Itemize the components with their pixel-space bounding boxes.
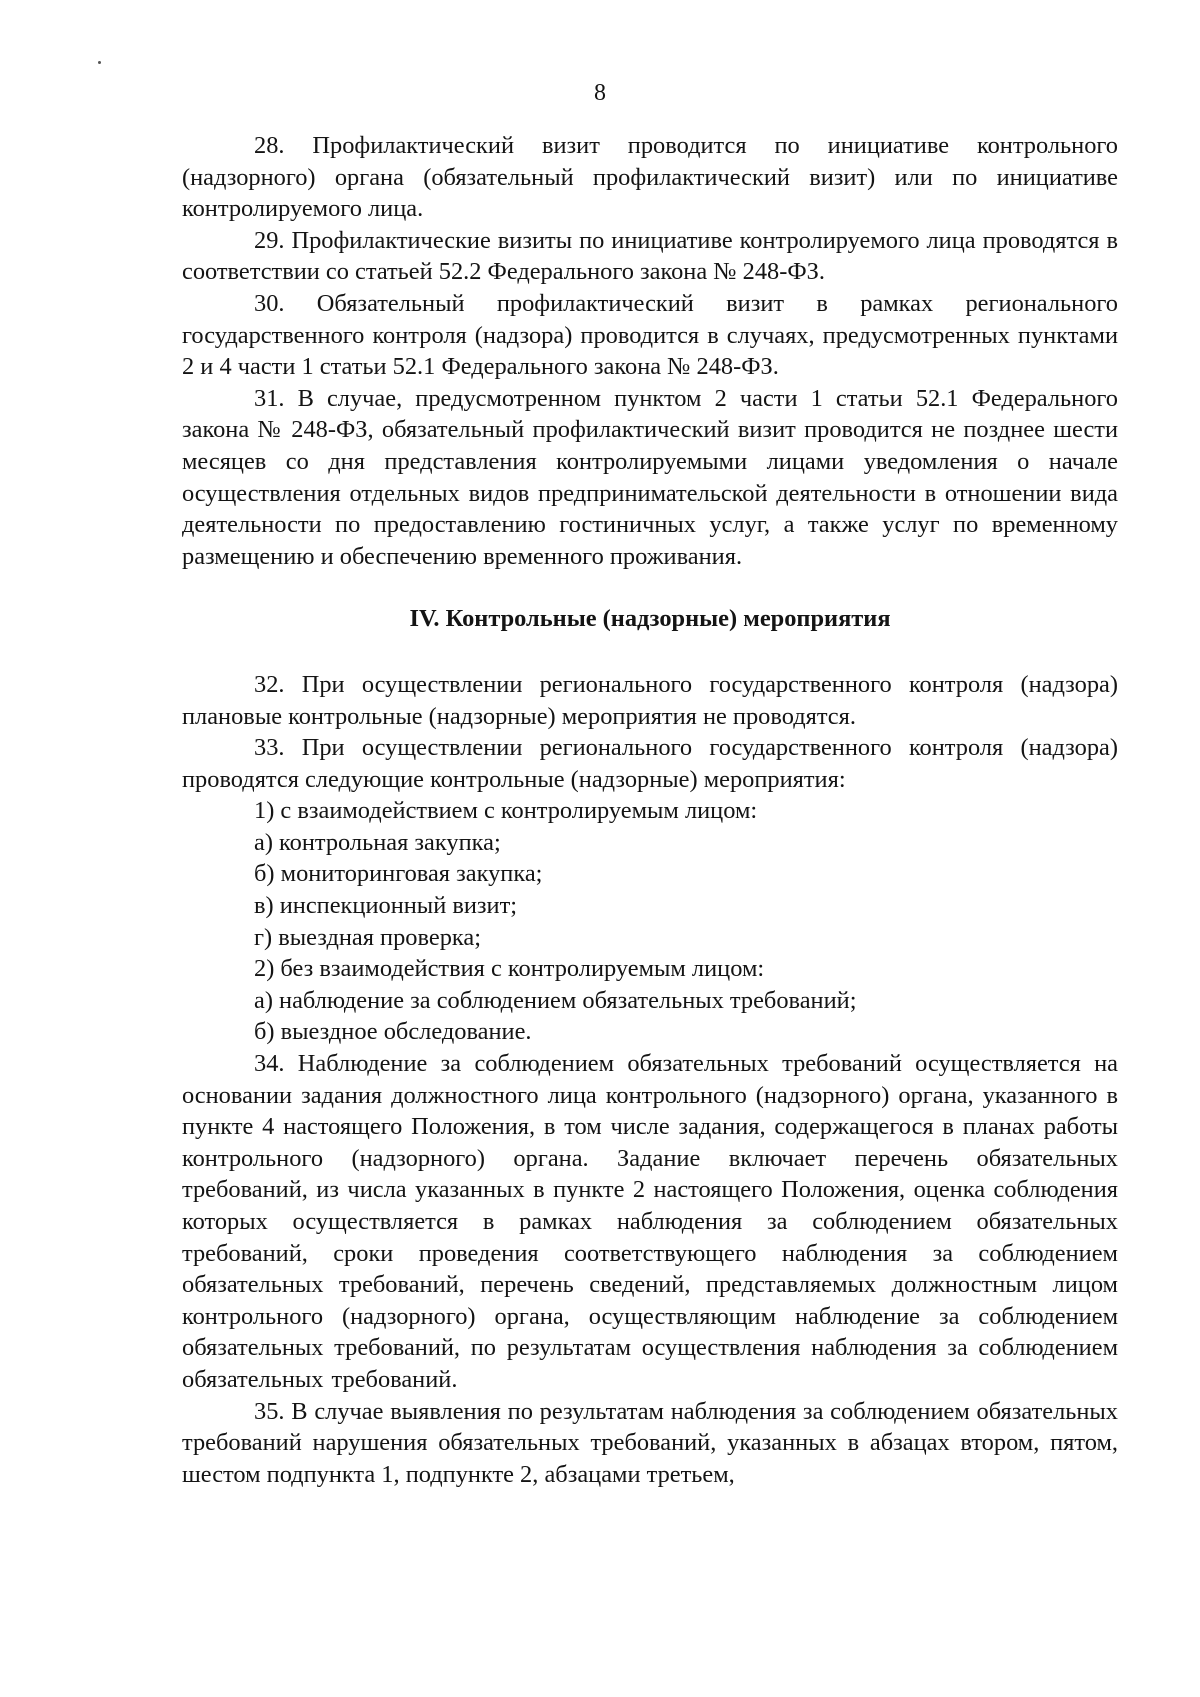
paragraph-30: 30. Обязательный профилактический визит в рамках регионального государственного контроля (надзора) проводится в случаях, предусмотренных пунктами 2 и 4 части 1 статьи 52.1 Федерального закона № 248-ФЗ. bbox=[182, 289, 1118, 381]
list-item: 2) без взаимодействия с контролируемым лицом: bbox=[254, 955, 765, 983]
paragraph-29: 29. Профилактические визиты по инициативе контролируемого лица проводятся в соответствии со статьей 52.2 Федерального закона № 248-ФЗ. bbox=[182, 226, 1118, 286]
paragraph-31: 31. В случае, предусмотренном пунктом 2 части 1 статьи 52.1 Федерального закона № 248-ФЗ, обязательный профилактический визит проводится не позднее шести месяцев со дня представления контролируемыми лицами уведомления о начале осуществления отдельных видов предпринимательской деятельности в отношении вида деятельности по предоставлению гостиничных услуг, а также услуг по временному размещению и обеспечению временного проживания. bbox=[182, 384, 1118, 570]
list-item: г) выездная проверка; bbox=[254, 923, 481, 951]
section-heading: IV. Контрольные (надзорные) мероприятия bbox=[409, 605, 891, 633]
list-item: б) выездное обследование. bbox=[254, 1018, 532, 1046]
page-number: 8 bbox=[594, 80, 606, 106]
paragraph-35: 35. В случае выявления по результатам наблюдения за соблюдением обязательных требований нарушения обязательных требований, указанных в абзацах втором, пятом, шестом подпункта 1, подпункте 2, абзацами третьем, bbox=[182, 1397, 1118, 1488]
list-item: а) контрольная закупка; bbox=[254, 828, 501, 856]
list-item: б) мониторинговая закупка; bbox=[254, 860, 543, 888]
document-body bbox=[182, 130, 1118, 1490]
paragraph-28: 28. Профилактический визит проводится по инициативе контрольного (надзорного) органа (обязательный профилактический визит) или по инициативе контролируемого лица. bbox=[182, 132, 1118, 223]
list-item: в) инспекционный визит; bbox=[254, 892, 518, 920]
paragraph-33: 33. При осуществлении регионального государственного контроля (надзора) проводятся следующие контрольные (надзорные) мероприятия: bbox=[182, 734, 1118, 793]
list-item: а) наблюдение за соблюдением обязательных требований; bbox=[254, 986, 857, 1014]
scan-speck bbox=[98, 61, 101, 64]
paragraph-32: 32. При осуществлении регионального государственного контроля (надзора) плановые контрольные (надзорные) мероприятия не проводятся. bbox=[182, 670, 1118, 730]
list-item: 1) с взаимодействием с контролируемым лицом: bbox=[254, 797, 758, 825]
paragraph-34: 34. Наблюдение за соблюдением обязательных требований осуществляется на основании задания должностного лица контрольного (надзорного) органа, указанного в пункте 4 настоящего Положения, в том числе задания, содержащегося в планах работы контрольного (надзорного) органа. Задание включает перечень обязательных требований, из числа указанных в пункте 2 настоящего Положения, оценка соблюдения которых осуществляется в рамках наблюдения за соблюдением обязательных требований, сроки проведения соответствующего наблюдения за соблюдением обязательных требований, перечень сведений, представляемых должностным лицом контрольного (надзорного) органа, осуществляющим наблюдение за соблюдением обязательных требований, по результатам осуществления наблюдения за соблюдением обязательных требований. bbox=[182, 1050, 1118, 1393]
